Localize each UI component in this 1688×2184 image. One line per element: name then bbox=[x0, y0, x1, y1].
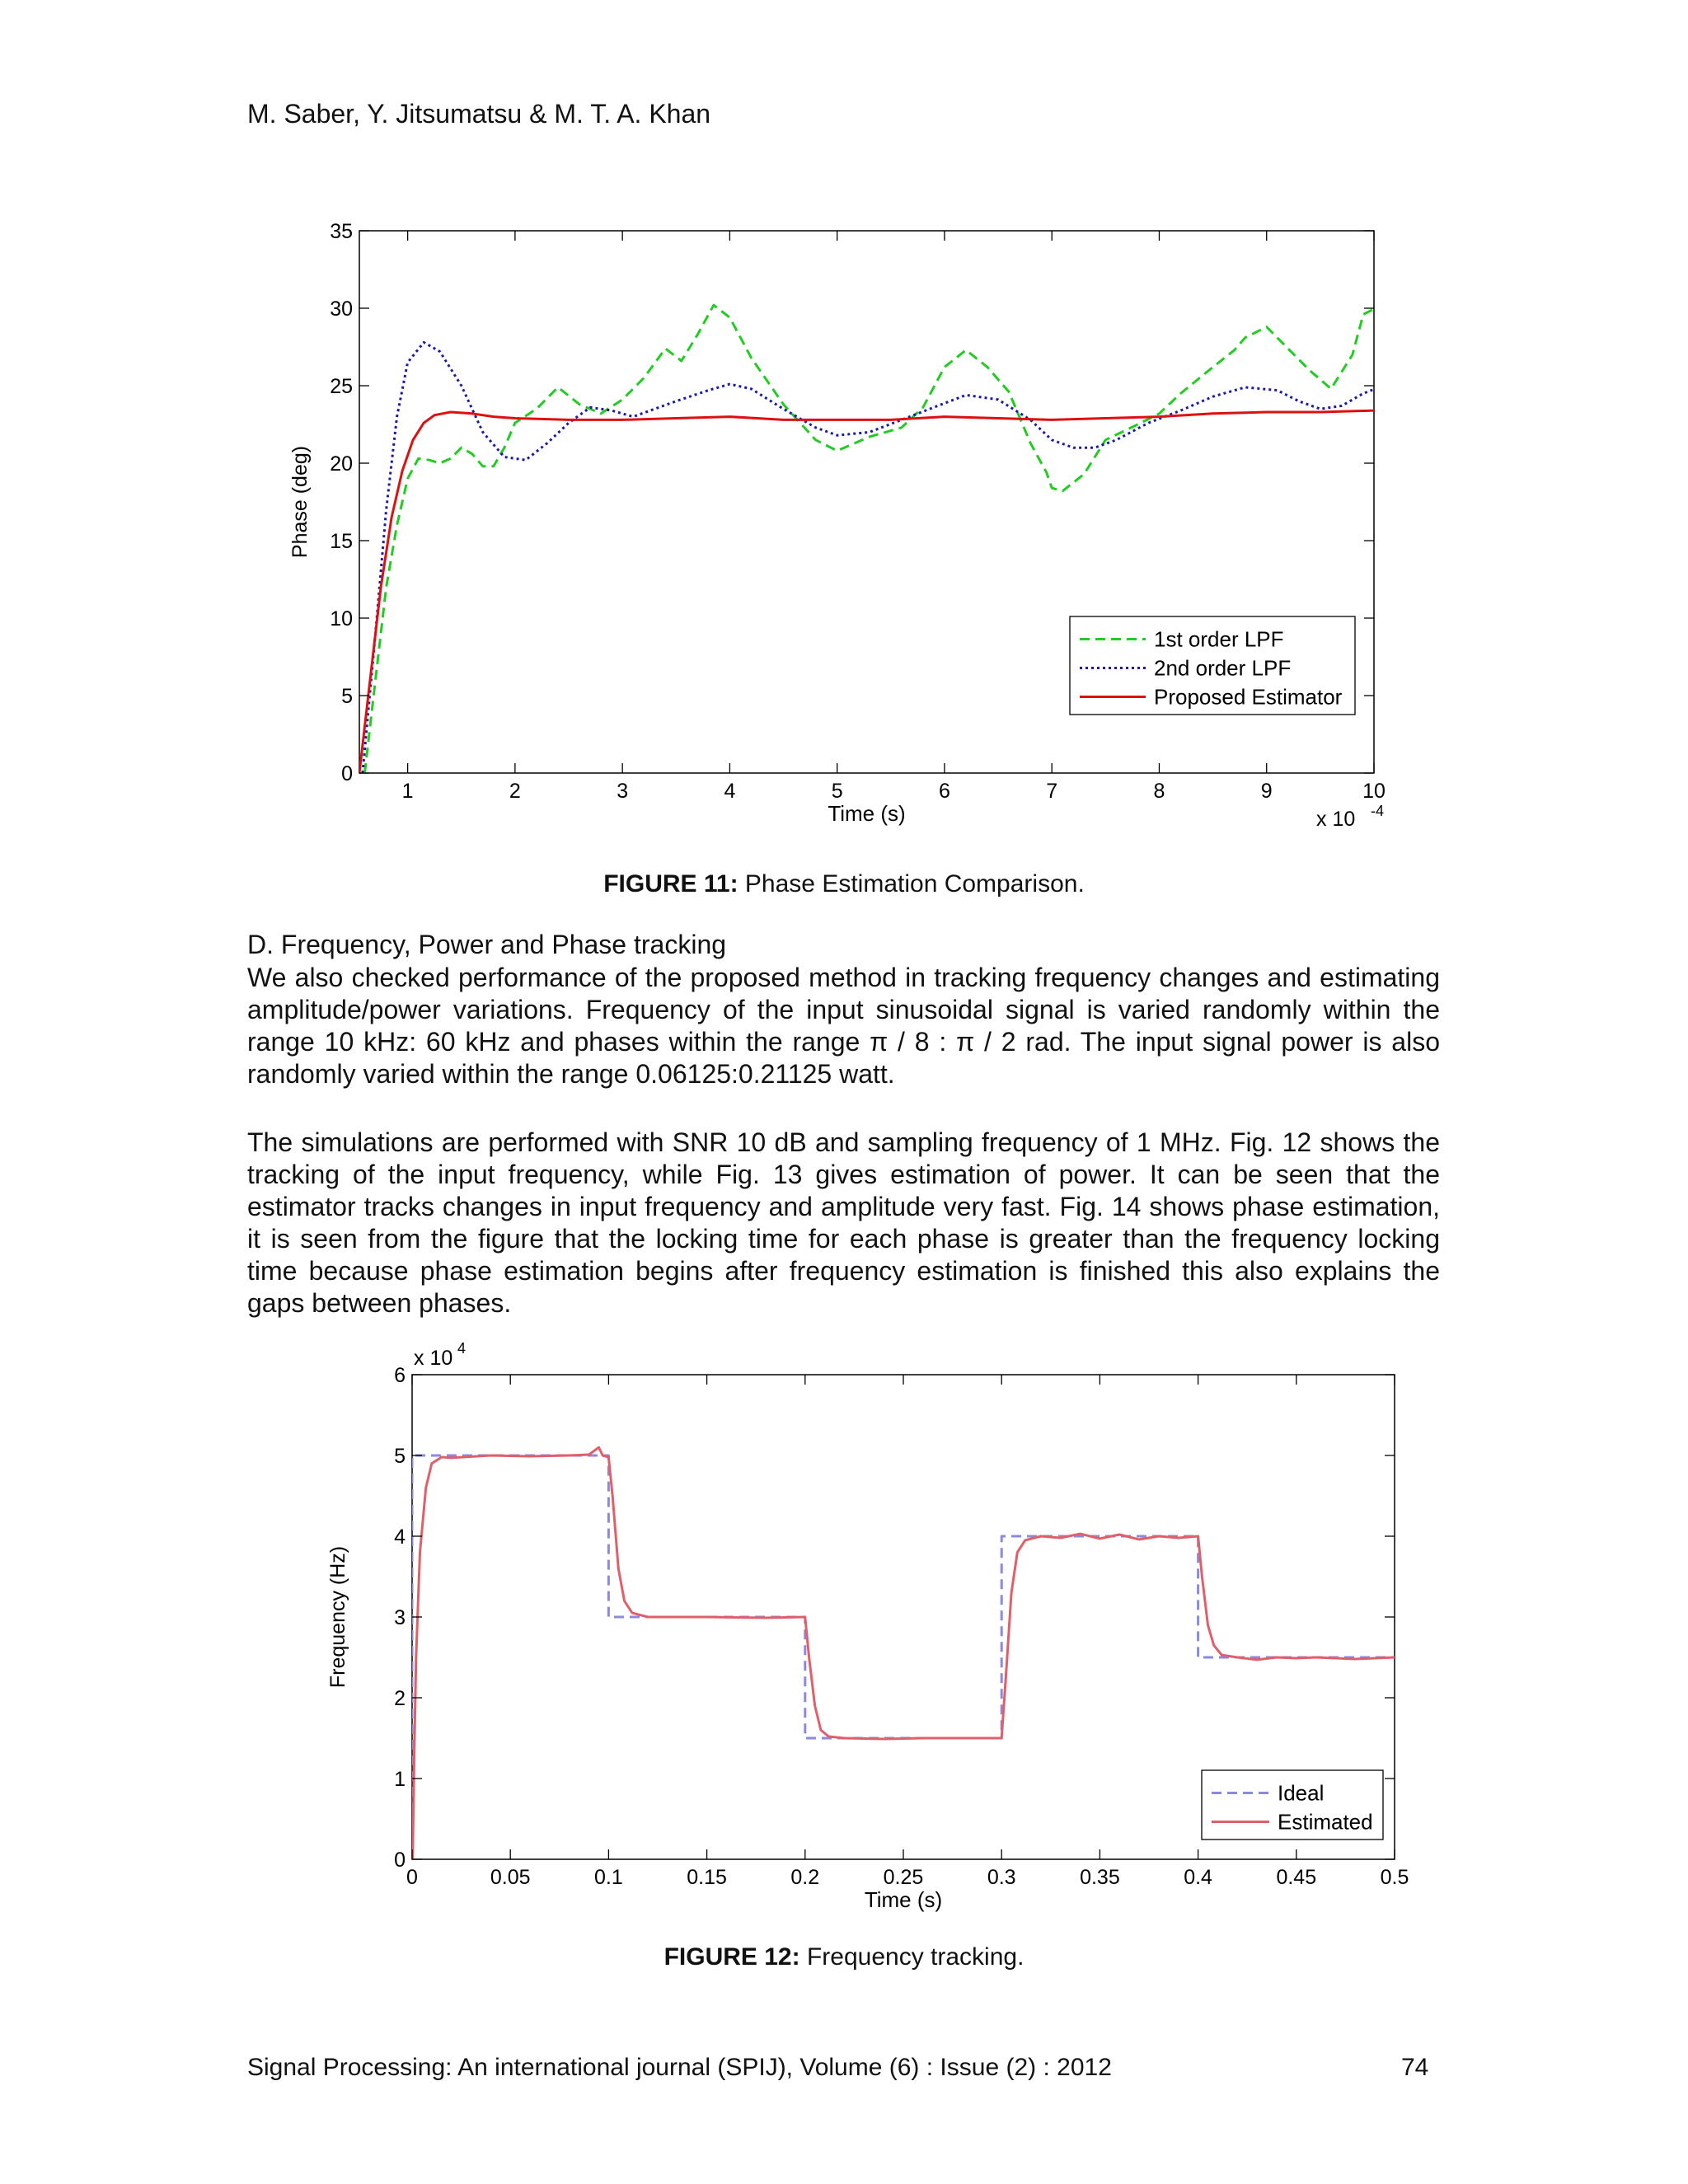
x-tick-label: 0.25 bbox=[883, 1866, 924, 1889]
y-tick-label: 35 bbox=[330, 220, 353, 243]
section-heading: D. Frequency, Power and Phase tracking bbox=[247, 930, 727, 959]
x-tick-label: 7 bbox=[1046, 780, 1058, 803]
y-tick-label: 5 bbox=[394, 1445, 406, 1468]
y-tick-label: 6 bbox=[394, 1364, 406, 1387]
x-axis-multiplier: x 10 bbox=[1316, 808, 1356, 831]
x-tick-label: 9 bbox=[1260, 780, 1273, 803]
y-tick-label: 2 bbox=[394, 1687, 406, 1710]
figure-11-label: FIGURE 11: bbox=[603, 870, 738, 898]
legend-label: 1st order LPF bbox=[1154, 626, 1284, 652]
y-tick-label: 0 bbox=[394, 1849, 406, 1872]
x-tick-label: 0 bbox=[406, 1866, 418, 1889]
y-tick-label: 25 bbox=[330, 375, 353, 398]
page-header-authors: M. Saber, Y. Jitsumatsu & M. T. A. Khan bbox=[247, 99, 711, 129]
y-tick-label: 15 bbox=[330, 530, 353, 553]
x-axis-label: Time (s) bbox=[828, 801, 906, 826]
x-tick-label: 0.2 bbox=[790, 1866, 820, 1889]
x-axis-label: Time (s) bbox=[864, 1887, 943, 1912]
footer-page-number: 74 bbox=[1401, 2054, 1429, 2081]
figure-11-caption-text: Phase Estimation Comparison. bbox=[744, 870, 1085, 898]
x-tick-label: 4 bbox=[724, 780, 736, 803]
y-tick-label: 5 bbox=[341, 685, 353, 708]
y-axis-multiplier: x 10 bbox=[414, 1347, 453, 1370]
x-tick-label: 5 bbox=[831, 780, 843, 803]
paragraph-2: The simulations are performed with SNR 10 dB and sampling frequency of 1 MHz. Fig. 12 shows the tracking of the input frequency, while Fig. 13 gives estimation of power. It can be seen that the estimator tracks changes in input frequency and amplitude very fast. Fig. 14 shows phase estimation, it is seen from the figure that the locking time for each phase is greater than the frequency locking time because phase estimation begins after frequency estimation is finished this also explains the gaps between phases. bbox=[247, 1127, 1440, 1318]
x-tick-label: 1 bbox=[401, 780, 414, 803]
legend-label: 2nd order LPF bbox=[1154, 655, 1292, 681]
y-tick-label: 20 bbox=[330, 452, 353, 476]
x-tick-label: 0.1 bbox=[594, 1866, 623, 1889]
y-tick-label: 10 bbox=[330, 607, 353, 630]
y-axis-multiplier-exponent: 4 bbox=[457, 1340, 467, 1357]
y-tick-label: 0 bbox=[341, 762, 353, 785]
y-axis-label: Frequency (Hz) bbox=[326, 1545, 349, 1689]
x-axis-multiplier-exponent: -4 bbox=[1371, 803, 1385, 819]
legend-label: Ideal bbox=[1278, 1780, 1325, 1806]
x-tick-label: 0.05 bbox=[490, 1866, 531, 1889]
x-tick-label: 2 bbox=[509, 780, 521, 803]
legend-label: Estimated bbox=[1278, 1809, 1373, 1835]
y-tick-label: 30 bbox=[330, 298, 353, 321]
figure-12-label: FIGURE 12: bbox=[663, 1943, 800, 1971]
x-tick-label: 3 bbox=[617, 780, 629, 803]
figure-12-caption-text: Frequency tracking. bbox=[806, 1943, 1025, 1971]
x-tick-label: 10 bbox=[1362, 780, 1386, 803]
x-tick-label: 0.35 bbox=[1080, 1866, 1120, 1889]
y-tick-label: 1 bbox=[394, 1768, 406, 1791]
x-tick-label: 8 bbox=[1153, 780, 1165, 803]
y-axis-label: Phase (deg) bbox=[288, 445, 312, 559]
x-tick-label: 0.3 bbox=[987, 1866, 1016, 1889]
footer-journal: Signal Processing: An international journal (SPIJ), Volume (6) : Issue (2) : 2012 bbox=[247, 2054, 1112, 2081]
x-tick-label: 0.15 bbox=[687, 1866, 727, 1889]
y-tick-label: 4 bbox=[394, 1526, 406, 1549]
paragraph-1: We also checked performance of the proposed method in tracking frequency changes and estimating amplitude/power variations. Frequency of the input sinusoidal signal is varied randomly within the range 10 kHz: 60 kHz and phases within the range π / 8 : π / 2 rad. The input signal power is also randomly varied within the range 0.06125:0.21125 watt. bbox=[247, 963, 1440, 1089]
x-tick-label: 0.4 bbox=[1184, 1866, 1212, 1889]
legend-label: Proposed Estimator bbox=[1154, 684, 1343, 710]
x-tick-label: 6 bbox=[938, 780, 950, 803]
figure-12-caption bbox=[0, 1943, 1688, 1971]
y-tick-label: 3 bbox=[394, 1606, 406, 1629]
x-tick-label: 0.45 bbox=[1276, 1866, 1317, 1889]
x-tick-label: 0.5 bbox=[1380, 1866, 1409, 1889]
